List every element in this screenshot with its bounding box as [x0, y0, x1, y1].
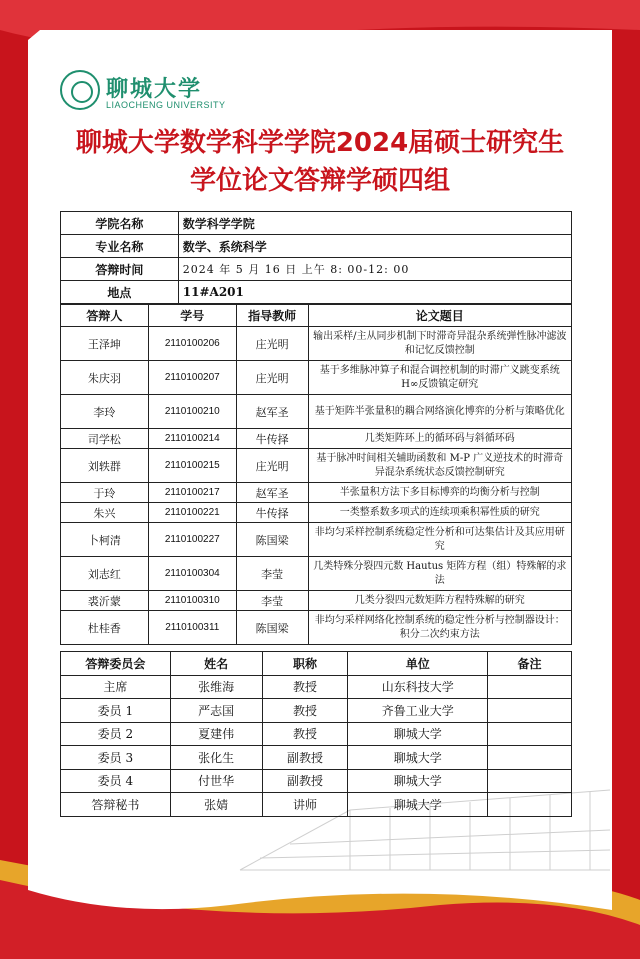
- table-row: [61, 361, 572, 395]
- thesis-title: 半张量积方法下多目标博弈的均衡分析与控制: [308, 483, 571, 503]
- student-name: 卜柯清: [61, 523, 149, 557]
- member-name: 张化生: [170, 746, 262, 770]
- thesis-title: 几类分裂四元数矩阵方程特殊解的研究: [308, 591, 571, 611]
- committee-role: 委员 3: [61, 746, 171, 770]
- student-id: 2110100210: [148, 395, 236, 429]
- header-academic-title: 职称: [262, 652, 348, 676]
- member-note: [488, 793, 572, 817]
- advisor-name: 赵军圣: [236, 395, 308, 429]
- academic-title: 教授: [262, 722, 348, 746]
- student-name: 刘志红: [61, 557, 149, 591]
- member-unit: 聊城大学: [348, 769, 488, 793]
- academic-title: 讲师: [262, 793, 348, 817]
- member-note: [488, 675, 572, 699]
- member-note: [488, 769, 572, 793]
- table-row: [61, 449, 572, 483]
- defense-time-value: 2024 年 5 月 16 日 上午 8: 00-12: 00: [178, 258, 571, 281]
- committee-role: 委员 2: [61, 722, 171, 746]
- table-row: [61, 769, 572, 793]
- advisor-name: 庄光明: [236, 449, 308, 483]
- location-value: 11#A201: [178, 281, 571, 304]
- info-row-college: [61, 212, 572, 235]
- student-name: 王泽坤: [61, 327, 149, 361]
- academic-title: 教授: [262, 675, 348, 699]
- advisor-name: 陈国梁: [236, 611, 308, 645]
- header-unit: 单位: [348, 652, 488, 676]
- member-note: [488, 699, 572, 723]
- student-id: 2110100310: [148, 591, 236, 611]
- student-id: 2110100221: [148, 503, 236, 523]
- student-name: 李玲: [61, 395, 149, 429]
- info-row-time: [61, 258, 572, 281]
- committee-role: 委员 4: [61, 769, 171, 793]
- table-row: [61, 793, 572, 817]
- table-row: [61, 722, 572, 746]
- committee-table-header: [61, 652, 572, 676]
- poster-title-line-2: 学位论文答辩学硕四组: [189, 166, 450, 196]
- table-row: [61, 327, 572, 361]
- advisor-name: 牛传择: [236, 429, 308, 449]
- thesis-title: 输出采样/主从同步机制下时滞奇异混杂系统弹性脉冲滤波和记忆反馈控制: [308, 327, 571, 361]
- major-value: 数学、系统科学: [178, 235, 571, 258]
- defense-info-table: [60, 211, 572, 304]
- header-committee-role: 答辩委员会: [61, 652, 171, 676]
- advisor-name: 庄光明: [236, 361, 308, 395]
- student-id: 2110100304: [148, 557, 236, 591]
- member-note: [488, 722, 572, 746]
- table-row: [61, 503, 572, 523]
- table-row: [61, 557, 572, 591]
- info-row-major: [61, 235, 572, 258]
- advisor-name: 牛传择: [236, 503, 308, 523]
- table-row: [61, 429, 572, 449]
- student-name: 于玲: [61, 483, 149, 503]
- header-thesis-title: 论文题目: [308, 305, 571, 327]
- header-defender: 答辩人: [61, 305, 149, 327]
- member-unit: 聊城大学: [348, 746, 488, 770]
- advisor-name: 庄光明: [236, 327, 308, 361]
- thesis-title: 基于多维脉冲算子和混合调控机制的时滞广义跳变系统 H∞反馈镇定研究: [308, 361, 571, 395]
- committee-role: 主席: [61, 675, 171, 699]
- academic-title: 教授: [262, 699, 348, 723]
- major-label: 专业名称: [61, 235, 179, 258]
- location-label: 地点: [61, 281, 179, 304]
- logo-chinese-name: 聊城大学: [106, 76, 203, 102]
- student-name: 朱兴: [61, 503, 149, 523]
- member-unit: 山东科技大学: [348, 675, 488, 699]
- header-member-name: 姓名: [170, 652, 262, 676]
- academic-title: 副教授: [262, 746, 348, 770]
- student-id: 2110100311: [148, 611, 236, 645]
- member-name: 张维海: [170, 675, 262, 699]
- member-note: [488, 746, 572, 770]
- student-id: 2110100215: [148, 449, 236, 483]
- table-row: [61, 675, 572, 699]
- thesis-title: 一类整系数多项式的连续项乘积幂性质的研究: [308, 503, 571, 523]
- poster-title-line-1: 聊城大学数学科学学院2024届硕士研究生: [75, 128, 565, 158]
- committee-role: 答辩秘书: [61, 793, 171, 817]
- member-name: 夏建伟: [170, 722, 262, 746]
- student-id: 2110100227: [148, 523, 236, 557]
- logo-english-name: LIAOCHENG UNIVERSITY: [106, 100, 226, 110]
- advisor-name: 陈国梁: [236, 523, 308, 557]
- header-advisor: 指导教师: [236, 305, 308, 327]
- thesis-title: 几类特殊分裂四元数 Hautus 矩阵方程（组）特殊解的求法: [308, 557, 571, 591]
- member-unit: 齐鲁工业大学: [348, 699, 488, 723]
- student-name: 刘轶群: [61, 449, 149, 483]
- college-value: 数学科学学院: [178, 212, 571, 235]
- header-notes: 备注: [488, 652, 572, 676]
- academic-title: 副教授: [262, 769, 348, 793]
- member-name: 张婧: [170, 793, 262, 817]
- university-logo: [60, 70, 226, 116]
- info-row-location: [61, 281, 572, 304]
- advisor-name: 李莹: [236, 591, 308, 611]
- table-row: [61, 699, 572, 723]
- student-id: 2110100207: [148, 361, 236, 395]
- college-label: 学院名称: [61, 212, 179, 235]
- member-unit: 聊城大学: [348, 722, 488, 746]
- table-row: [61, 483, 572, 503]
- student-name: 杜桂香: [61, 611, 149, 645]
- thesis-title: 基于矩阵半张量积的耦合网络演化博弈的分析与策略优化: [308, 395, 571, 429]
- thesis-title: 几类矩阵环上的循环码与斜循环码: [308, 429, 571, 449]
- member-name: 严志国: [170, 699, 262, 723]
- header-student-id: 学号: [148, 305, 236, 327]
- defense-time-label: 答辩时间: [61, 258, 179, 281]
- thesis-title: 非均匀采样控制系统稳定性分析和可达集估计及其应用研究: [308, 523, 571, 557]
- table-row: [61, 523, 572, 557]
- advisor-name: 李莹: [236, 557, 308, 591]
- table-row: [61, 746, 572, 770]
- student-name: 裘沂蒙: [61, 591, 149, 611]
- advisor-name: 赵军圣: [236, 483, 308, 503]
- student-thesis-table: [60, 304, 572, 645]
- table-row: [61, 611, 572, 645]
- student-id: 2110100217: [148, 483, 236, 503]
- table-row: [61, 395, 572, 429]
- student-table-header: [61, 305, 572, 327]
- member-unit: 聊城大学: [348, 793, 488, 817]
- student-id: 2110100214: [148, 429, 236, 449]
- thesis-title: 非均匀采样网络化控制系统的稳定性分析与控制器设计：积分二次约束方法: [308, 611, 571, 645]
- student-id: 2110100206: [148, 327, 236, 361]
- member-name: 付世华: [170, 769, 262, 793]
- student-name: 司学松: [61, 429, 149, 449]
- defense-committee-table: [60, 651, 572, 817]
- table-row: [61, 591, 572, 611]
- student-name: 朱庆羽: [61, 361, 149, 395]
- university-emblem-icon: [60, 70, 100, 110]
- committee-role: 委员 1: [61, 699, 171, 723]
- thesis-title: 基于脉冲时间相关辅助函数和 M-P 广义逆技术的时滞奇异混杂系统状态反馈控制研究: [308, 449, 571, 483]
